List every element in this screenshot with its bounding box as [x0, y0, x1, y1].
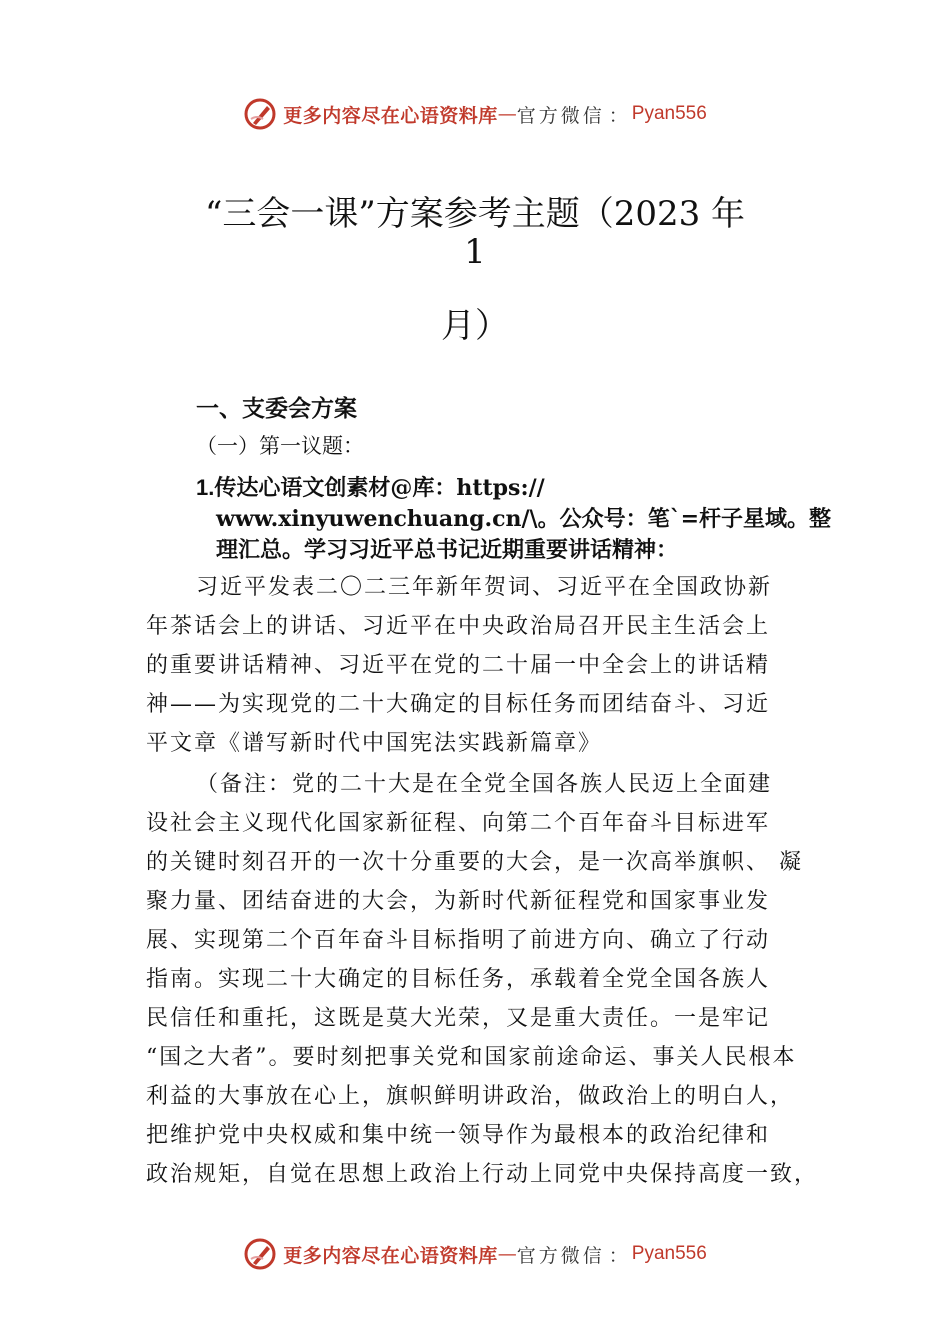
para2-line10: 把维护党中央权威和集中统一领导作为最根本的政治纪律和: [146, 1123, 771, 1148]
para2-line8: “国之大者”。要时刻把事关党和国家前途命运、事关人民根本: [146, 1045, 797, 1070]
banner-dash: —: [497, 103, 517, 125]
para1-line3: 的重要讲话精神、习近平在党的二十届一中全会上的讲话精: [146, 653, 771, 678]
item-text-line2: www.xinyuwenchuang.cn/\。公众号：笔`=杆子星域。整: [216, 506, 832, 532]
banner-wechat-id: Pyan556: [631, 103, 707, 124]
item-text-line3: 理汇总。学习习近平总书记近期重要讲话精神：: [216, 537, 679, 563]
page-title-line1: “三会一课”方案参考主题（2023 年: [204, 194, 746, 234]
item-text-line1: 传达心语文创素材@库：https://: [214, 475, 545, 501]
para1-line1: 习近平发表二〇二三年新年贺词、习近平在全国政协新: [196, 575, 773, 600]
para2-line11: 政治规矩，自觉在思想上政治上行动上同党中央保持高度一致，: [146, 1162, 819, 1187]
para2-line4: 聚力量、团结奋进的大会，为新时代新征程党和国家事业发: [146, 889, 771, 914]
para2-line9: 利益的大事放在心上，旗帜鲜明讲政治，做政治上的明白人，: [146, 1084, 795, 1109]
footer-banner-dash: —: [497, 1243, 517, 1265]
paragraph-2: [146, 765, 836, 1194]
para1-line4: 神——为实现党的二十大确定的目标任务而团结奋斗、习近: [146, 692, 771, 717]
para2-line1: （备注：党的二十大是在全党全国各族人民迈上全面建: [196, 772, 773, 797]
item-number: 1.: [196, 475, 215, 500]
banner-wechat-label: 官方微信: [516, 104, 605, 127]
para2-line6: 指南。实现二十大确定的目标任务，承载着全党全国各族人: [146, 967, 771, 992]
footer-banner-wechat-label: 官方微信: [516, 1244, 605, 1267]
para1-line2: 年茶话会上的讲话、习近平在中央政治局召开民主生活会上: [146, 614, 771, 639]
para1-line5: 平文章《谱写新时代中国宪法实践新篇章》: [146, 731, 603, 756]
banner-colon: ：: [608, 104, 628, 127]
para2-line3: 的关键时刻召开的一次十分重要的大会，是一次高举旗帜、 凝: [146, 850, 803, 875]
section-heading: 一、支委会方案: [196, 395, 357, 422]
footer-banner-wechat-id: Pyan556: [631, 1243, 707, 1264]
paragraph-1: [146, 568, 836, 763]
banner-text: 更多内容尽在心语资料库: [283, 104, 498, 127]
footer-banner-text: 更多内容尽在心语资料库: [283, 1244, 498, 1267]
para2-line7: 民信任和重托，这既是莫大光荣，又是重大责任。一是牢记: [146, 1006, 771, 1031]
footer-banner-colon: ：: [608, 1244, 628, 1267]
pen-logo-icon: [243, 1237, 277, 1271]
page-title-line3: 月）: [441, 306, 509, 346]
pen-logo-icon: [243, 97, 277, 131]
page-title-line2: 1: [464, 232, 486, 272]
para2-line5: 展、实现第二个百年奋斗目标指明了前进方向、确立了行动: [146, 928, 771, 953]
list-item: [196, 472, 856, 566]
para2-line2: 设社会主义现代化国家新征程、向第二个百年奋斗目标进军: [146, 811, 771, 836]
subsection-heading: （一）第一议题：: [196, 434, 364, 458]
footer-banner: [0, 1236, 950, 1272]
header-banner: [0, 96, 950, 132]
